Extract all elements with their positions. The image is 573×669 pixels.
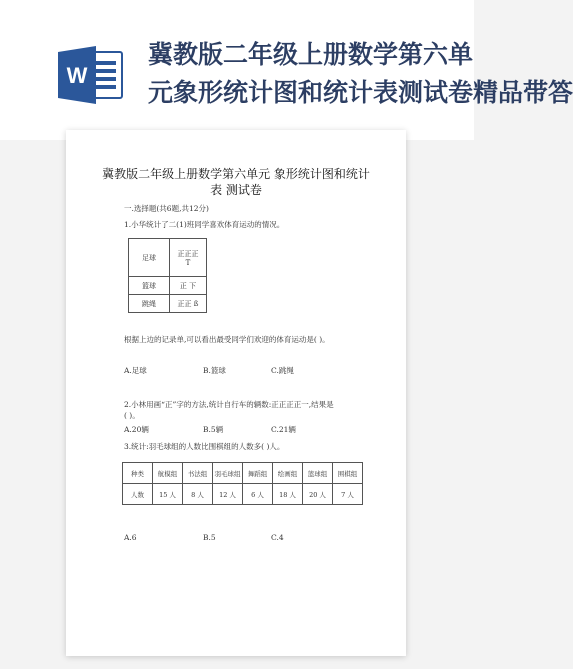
- table-cell: 7 人: [333, 484, 363, 505]
- document-title-line1: 冀教版二年级上册数学第六单元 象形统计图和统计: [102, 167, 370, 181]
- table-row: [129, 277, 207, 295]
- option-b: B.5: [203, 533, 216, 542]
- table-row: [129, 239, 207, 277]
- option-c: C.跳绳: [271, 366, 294, 375]
- table-cell: 跳绳: [129, 295, 170, 313]
- page-title-line2: 元象形统计图和统计表测试卷精品带答: [148, 78, 573, 107]
- tally-mark: 正正正: [177, 249, 199, 258]
- table-cell: 书法组: [183, 463, 213, 484]
- table-cell: 足球: [129, 239, 170, 277]
- header-banner: [0, 0, 573, 140]
- table-cell: 种类: [123, 463, 153, 484]
- table-cell: 18 人: [273, 484, 303, 505]
- document-title-line2: 表 测试卷: [210, 183, 262, 197]
- option-a: A.足球: [124, 366, 147, 375]
- tally-table: [128, 238, 207, 313]
- option-c: C.21辆: [271, 425, 296, 434]
- table-row: [123, 484, 363, 505]
- page-title: [148, 36, 573, 112]
- table-row: [123, 463, 363, 484]
- section-heading: 一.选择题(共6题,共12分): [124, 204, 209, 213]
- statistics-table: [122, 462, 363, 505]
- table-cell: 羽毛球组: [213, 463, 243, 484]
- table-cell: 8 人: [183, 484, 213, 505]
- option-a: A.20辆: [124, 425, 149, 434]
- document-page: [66, 130, 406, 656]
- word-logo-letter: W: [66, 63, 88, 88]
- question-1-text: 根据上边的记录单,可以看出最受同学们欢迎的体育运动是( )。: [124, 335, 330, 344]
- option-b: B.篮球: [203, 366, 226, 375]
- table-cell: 人数: [123, 484, 153, 505]
- table-cell: 正 下: [170, 277, 207, 295]
- question-1: 1.小华统计了二(1)班同学喜欢体育运动的情况。: [124, 220, 285, 229]
- question-3: 3.统计:羽毛球组的人数比围棋组的人数多( )人。: [124, 442, 285, 451]
- table-cell: 舞蹈组: [243, 463, 273, 484]
- table-cell: 6 人: [243, 484, 273, 505]
- page-title-line1: 冀教版二年级上册数学第六单: [148, 40, 474, 69]
- table-cell: 正正 ß: [170, 295, 207, 313]
- table-cell: 12 人: [213, 484, 243, 505]
- table-cell: [170, 239, 207, 277]
- word-icon: [58, 46, 124, 104]
- option-c: C.4: [271, 533, 284, 542]
- question-2-blank: ( )。: [124, 411, 140, 420]
- table-cell: 篮球组: [303, 463, 333, 484]
- tally-mark: T: [185, 258, 191, 267]
- document-title: [96, 166, 376, 198]
- option-a: A.6: [124, 533, 137, 542]
- table-row: [129, 295, 207, 313]
- table-cell: 航模组: [153, 463, 183, 484]
- table-cell: 20 人: [303, 484, 333, 505]
- table-cell: 围棋组: [333, 463, 363, 484]
- table-cell: 绘画组: [273, 463, 303, 484]
- table-cell: 15 人: [153, 484, 183, 505]
- question-2: 2.小林用画“正”字的方法,统计自行车的辆数:正正正正一,结果是: [124, 400, 334, 409]
- option-b: B.5辆: [203, 425, 224, 434]
- table-cell: 篮球: [129, 277, 170, 295]
